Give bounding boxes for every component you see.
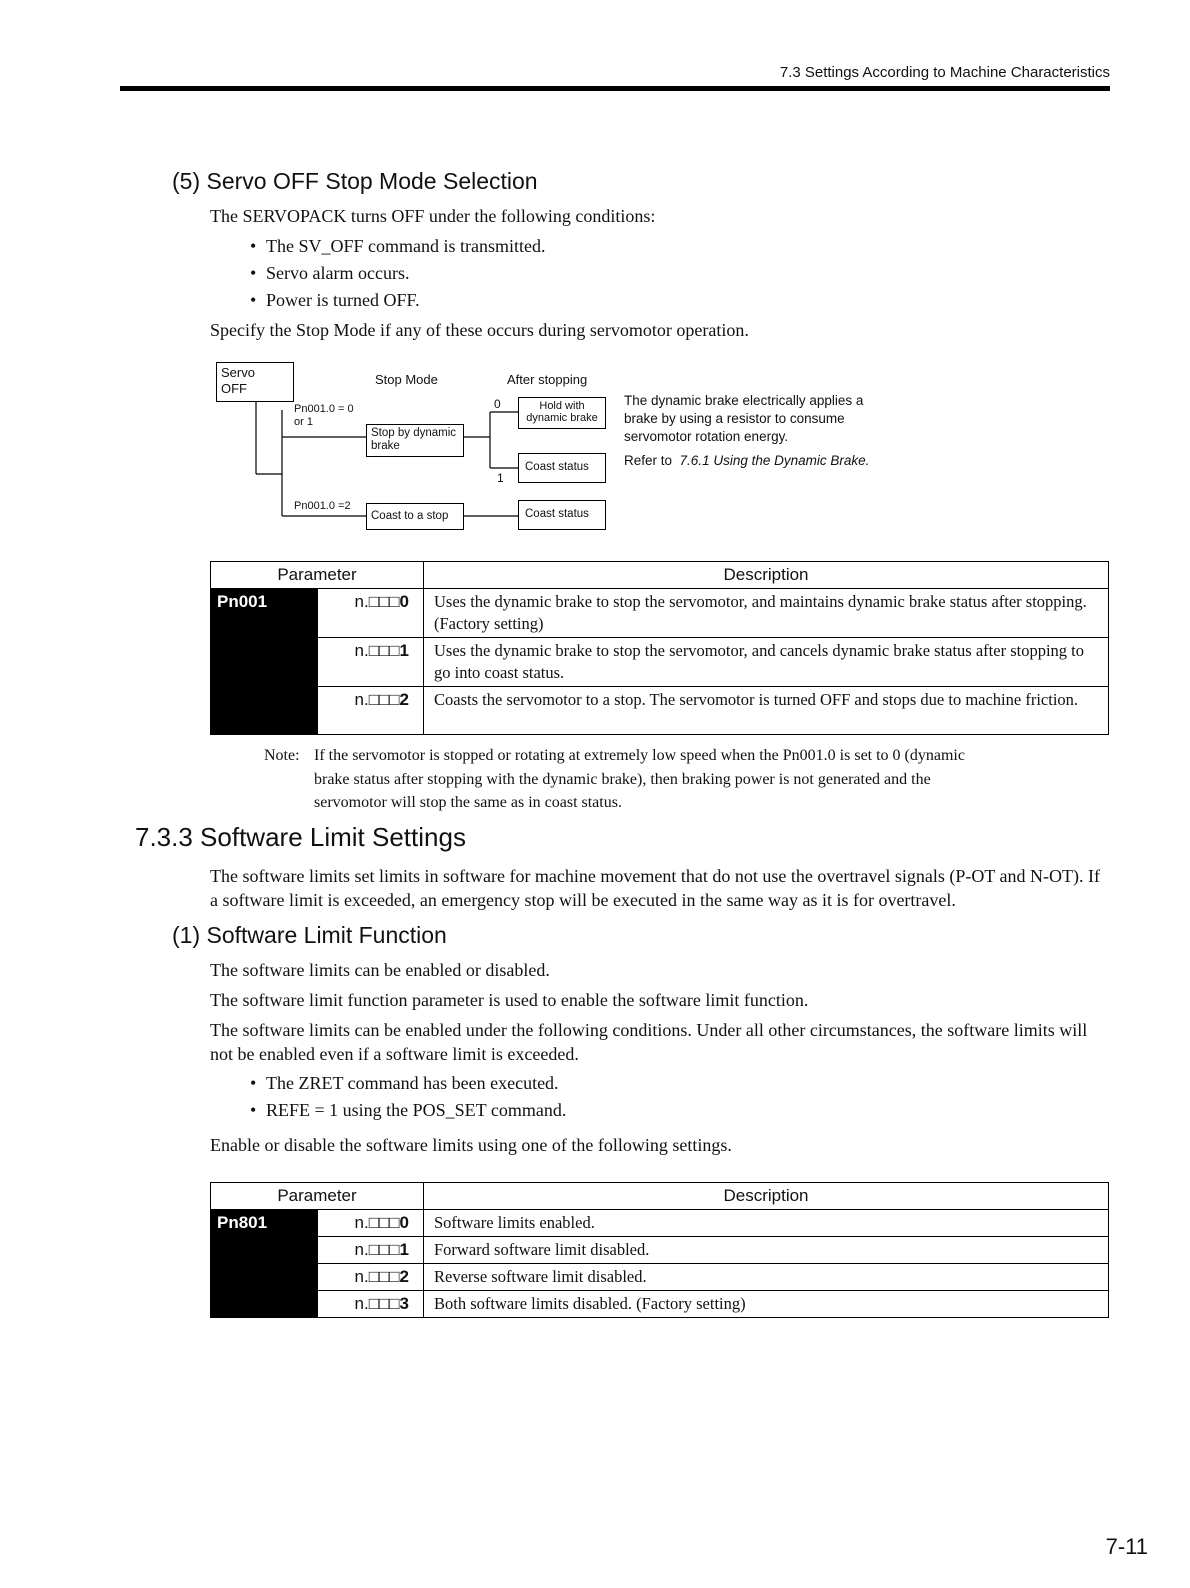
branch-1-label: 1: [497, 471, 504, 485]
section-1-p1: The software limits can be enabled or disabled.: [210, 960, 550, 980]
table-row: [211, 1210, 1109, 1237]
param-name: Pn801: [211, 1210, 318, 1318]
hold-db-line1: Hold with: [539, 400, 585, 412]
pn001-cond-a: [294, 403, 354, 429]
param-value: n.□□□2: [318, 1264, 424, 1291]
servo-off-line1: Servo: [221, 365, 255, 380]
col-parameter: Parameter: [211, 1183, 424, 1210]
stop-mode-label: Stop Mode: [375, 372, 438, 387]
table-row: [211, 1237, 1109, 1264]
hold-dynamic-brake-box: [518, 397, 606, 429]
section-1-p3: The software limits can be enabled under the following conditions. Under all other circumstances, the software limits will not be enabled even if a software limit is exceeded.: [210, 1020, 1088, 1064]
section-1-bullet: • The ZRET command has been executed.: [250, 1073, 559, 1093]
pn001-cond-a-line2: or 1: [294, 416, 313, 428]
branch-0-label: 0: [494, 397, 501, 411]
section-5-bullet: • Power is turned OFF.: [250, 290, 420, 310]
note-label: Note:: [264, 747, 300, 764]
param-value: n.□□□3: [318, 1291, 424, 1318]
after-stopping-label: After stopping: [507, 372, 588, 387]
param-description: Reverse software limit disabled.: [424, 1264, 1109, 1291]
pn001-table: [210, 561, 1109, 735]
table-row: [211, 638, 1109, 687]
coast-to-stop-box: Coast to a stop: [366, 503, 464, 530]
table-header-row: [211, 562, 1109, 589]
section-5-bullet: • Servo alarm occurs.: [250, 263, 410, 283]
stop-by-db-line1: Stop by dynamic: [371, 427, 457, 439]
pn001-cond-b: Pn001.0 =2: [294, 500, 351, 512]
refer-ref: 7.6.1 Using the Dynamic Brake.: [679, 453, 870, 468]
dynamic-brake-explanation: [624, 392, 869, 470]
stop-by-db-line2: brake: [371, 440, 400, 452]
section-1-bullet: • REFE = 1 using the POS_SET command.: [250, 1100, 567, 1120]
page-number: 7-11: [1105, 1534, 1148, 1559]
table-row: [211, 1264, 1109, 1291]
param-value: n.□□□1: [318, 1237, 424, 1264]
section-733-heading: 7.3.3 Software Limit Settings: [135, 822, 466, 852]
section-733-intro: The software limits set limits in software for machine movement that do not use the overtravel signals (P-OT and N-OT). If a software limit is exceeded, an emergency stop will be executed in the same way as it is for overtravel.: [210, 866, 1100, 910]
coast-status-box-1: Coast status: [518, 453, 606, 483]
table-row: [211, 589, 1109, 638]
param-description: Uses the dynamic brake to stop the servomotor, and maintains dynamic brake status after stopping. (Factory setting): [424, 589, 1109, 638]
refer-line: [624, 452, 869, 470]
table-row: [211, 687, 1109, 735]
param-description: Uses the dynamic brake to stop the servomotor, and cancels dynamic brake status after stopping to go into coast status.: [424, 638, 1109, 687]
refer-prefix: Refer to: [624, 453, 673, 468]
explain-line: servomotor rotation energy.: [624, 429, 789, 444]
param-description: Software limits enabled.: [424, 1210, 1109, 1237]
servo-off-box: [216, 362, 294, 402]
bullet-text: The ZRET command has been executed.: [266, 1073, 559, 1093]
param-value: n.□□□0: [318, 589, 424, 638]
explain-line: The dynamic brake electrically applies a: [624, 393, 864, 408]
section-5-intro: The SERVOPACK turns OFF under the following conditions:: [210, 206, 656, 226]
section-5-heading: (5) Servo OFF Stop Mode Selection: [172, 168, 538, 194]
col-parameter: Parameter: [211, 562, 424, 589]
param-value: n.□□□1: [318, 638, 424, 687]
col-description: Description: [424, 562, 1109, 589]
param-description: Both software limits disabled. (Factory setting): [424, 1291, 1109, 1318]
section-1-heading: (1) Software Limit Function: [172, 922, 447, 948]
param-value: n.□□□0: [318, 1210, 424, 1237]
note-block: [264, 744, 984, 815]
explain-line: brake by using a resistor to consume: [624, 411, 845, 426]
bullet-text: The SV_OFF command is transmitted.: [266, 236, 546, 256]
table-header-row: [211, 1183, 1109, 1210]
param-value: n.□□□2: [318, 687, 424, 735]
col-description: Description: [424, 1183, 1109, 1210]
param-name: Pn001: [211, 589, 318, 735]
servo-off-line2: OFF: [221, 381, 247, 396]
running-header: 7.3 Settings According to Machine Characteristics: [779, 64, 1110, 81]
section-5-bullet: • The SV_OFF command is transmitted.: [250, 236, 546, 256]
hold-db-line2: dynamic brake: [526, 412, 598, 424]
section-1-p4: Enable or disable the software limits using one of the following settings.: [210, 1135, 732, 1155]
section-5-specify: Specify the Stop Mode if any of these occurs during servomotor operation.: [210, 320, 749, 340]
bullet-text: Servo alarm occurs.: [266, 263, 410, 283]
table-row: [211, 1291, 1109, 1318]
pn001-cond-a-line1: Pn001.0 = 0: [294, 403, 354, 415]
param-description: Coasts the servomotor to a stop. The servomotor is turned OFF and stops due to machine friction.: [424, 687, 1109, 735]
bullet-text: Power is turned OFF.: [266, 290, 420, 310]
header-rule: [120, 86, 1110, 91]
section-1-p2: The software limit function parameter is used to enable the software limit function.: [210, 990, 809, 1010]
coast-status-box-2: Coast status: [518, 500, 606, 530]
pn801-table: [210, 1182, 1109, 1318]
param-description: Forward software limit disabled.: [424, 1237, 1109, 1264]
note-text: If the servomotor is stopped or rotating at extremely low speed when the Pn001.0 is set to 0 (dynamic brake status after stopping with the dynamic brake), then braking power is not generated and the servomotor will stop the same as in coast status.: [314, 747, 965, 811]
stop-by-dynamic-brake-box: [366, 424, 464, 457]
bullet-text: REFE = 1 using the POS_SET command.: [266, 1100, 567, 1120]
